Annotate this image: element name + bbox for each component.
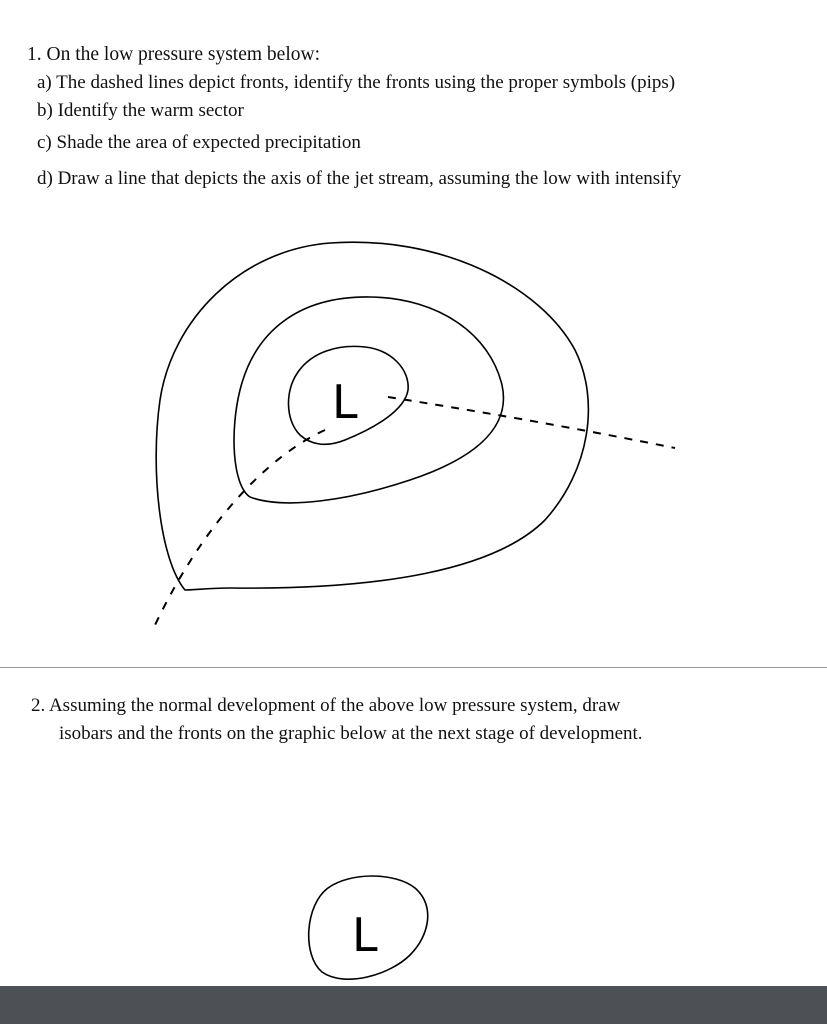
isobar-middle xyxy=(234,297,503,503)
question-1-item-a: a) The dashed lines depict fronts, identify the fronts using the proper symbols (pips) xyxy=(37,72,676,93)
question-1-item-c: c) Shade the area of expected precipitation xyxy=(37,132,361,153)
question-1-item-d: d) Draw a line that depicts the axis of the jet stream, assuming the low with intensify xyxy=(37,168,682,189)
cold-front-dashed xyxy=(155,430,325,625)
warm-front-dashed xyxy=(388,397,675,448)
bottom-toolbar xyxy=(0,986,827,1024)
question-2 xyxy=(31,692,811,748)
section-divider xyxy=(0,667,827,668)
low-label-2: L xyxy=(352,908,378,962)
question-1-title: 1. On the low pressure system below: xyxy=(27,44,320,65)
question-2-line-1: 2. Assuming the normal development of the above low pressure system, draw xyxy=(31,695,621,716)
question-1-item-b: b) Identify the warm sector xyxy=(37,100,244,121)
next-stage-diagram xyxy=(0,860,827,990)
isobar-outer xyxy=(156,242,588,590)
question-2-line-2: isobars and the fronts on the graphic below at the next stage of development. xyxy=(59,723,643,744)
low-label: L xyxy=(332,375,358,429)
low-pressure-diagram xyxy=(0,200,827,640)
